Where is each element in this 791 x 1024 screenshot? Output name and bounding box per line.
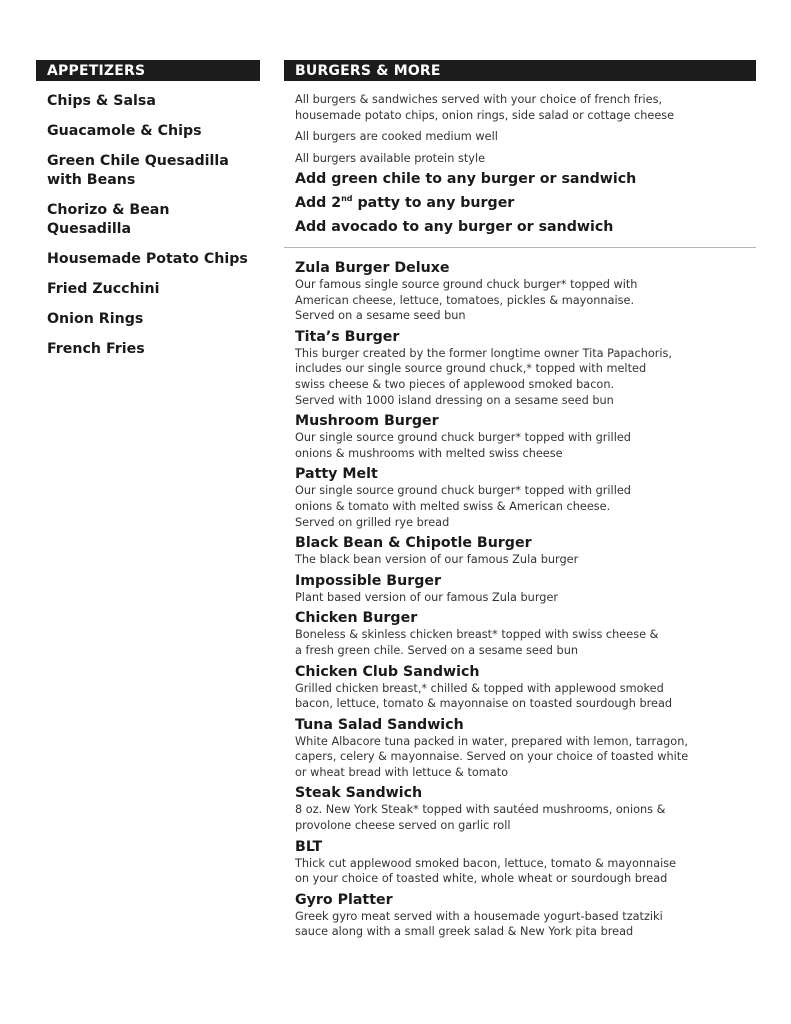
menu-item-name: Tuna Salad Sandwich [295,716,464,733]
description-line: 8 oz. New York Steak* topped with sautéed mushrooms, onions & [295,803,666,817]
appetizers-section [36,60,260,359]
menu-item [295,839,756,887]
menu-item [295,535,756,568]
menu-item-description [295,483,756,530]
menu-item-description [295,627,756,658]
menu-item-name: Tita’s Burger [295,328,400,345]
menu-item-name: Chicken Club Sandwich [295,663,480,680]
menu-item [295,466,756,530]
menu-item-name: Gyro Platter [295,891,393,908]
menu-item-description [295,277,756,324]
menu-item-name: Patty Melt [295,466,378,483]
protein-style-note: All burgers available protein style [295,151,486,165]
menu-item-description [295,802,756,833]
burgers-section [284,60,756,940]
description-line: White Albacore tuna packed in water, prepared with lemon, tarragon, [295,734,688,748]
menu-item-name: BLT [295,838,323,855]
description-line: Greek gyro meat served with a housemade yogurt-based tzatziki [295,909,663,923]
sides-note: All burgers & sandwiches served with your choice of french fries, housemade potato chips, onion rings, side salad or cottage cheese [295,93,675,122]
menu-item [295,785,756,833]
description-line: a fresh green chile. Served on a sesame seed bun [295,643,579,657]
description-line: bacon, lettuce, tomato & mayonnaise on toasted sourdough bread [295,697,673,711]
appetizer-item: Chips & Salsa [47,93,156,109]
description-line: The black bean version of our famous Zula burger [295,553,579,567]
appetizer-item: Housemade Potato Chips [47,251,248,267]
menu-item-name: Mushroom Burger [295,413,439,430]
menu-item-description [295,430,756,461]
menu-item-name: Chicken Burger [295,610,418,627]
menu-item [295,260,756,324]
description-line: Our single source ground chuck burger* topped with grilled [295,431,631,445]
description-line: Boneless & skinless chicken breast* topped with swiss cheese & [295,628,659,642]
description-line: Our famous single source ground chuck burger* topped with [295,278,638,291]
description-line: capers, celery & mayonnaise. Served on your choice of toasted white [295,750,689,764]
description-line: Plant based version of our famous Zula burger [295,590,559,604]
burgers-header: BURGERS & MORE [284,60,756,81]
appetizer-item: Fried Zucchini [47,281,160,297]
description-line: provolone cheese served on garlic roll [295,819,511,833]
menu-item [295,329,756,408]
menu-item [295,892,756,940]
description-line: This burger created by the former longtime owner Tita Papachoris, [295,346,673,360]
description-line: Thick cut applewood smoked bacon, lettuce, tomato & mayonnaise [295,856,677,870]
appetizer-item: Guacamole & Chips [47,123,202,139]
menu-item-description [295,552,756,568]
appetizer-item: Onion Rings [47,311,144,327]
description-line: onions & tomato with melted swiss & American cheese. [295,499,611,513]
doneness-note: All burgers are cooked medium well [295,130,498,143]
description-line: sauce along with a small greek salad & New York pita bread [295,925,634,939]
menu-item-name: Impossible Burger [295,572,441,589]
description-line: swiss cheese & two pieces of applewood smoked bacon. [295,377,615,391]
addon-second-patty: Add 2nd patty to any burger [295,194,515,211]
description-line: Served on a sesame seed bun [295,309,466,323]
menu-item [295,664,756,712]
burger-items-list [284,260,756,940]
description-line: or wheat bread with lettuce & tomato [295,765,509,779]
menu-item [295,717,756,781]
description-line: American cheese, lettuce, tomatoes, pickles & mayonnaise. [295,293,635,307]
menu-item [295,610,756,658]
description-line: Served on grilled rye bread [295,515,450,529]
description-line: Our single source ground chuck burger* topped with grilled [295,484,631,498]
description-line: Grilled chicken breast,* chilled & topped with applewood smoked [295,681,664,695]
menu-item-description [295,909,756,940]
appetizer-item: Green Chile Quesadilla with Beans [47,153,229,188]
menu-item-name: Zula Burger Deluxe [295,260,450,276]
menu-item-description [295,856,756,887]
menu-item [295,573,756,606]
appetizer-item: Chorizo & Bean Quesadilla [47,202,170,237]
appetizers-header: APPETIZERS [36,60,260,81]
description-line: onions & mushrooms with melted swiss cheese [295,446,563,460]
burgers-notes [284,92,756,237]
menu-item-name: Black Bean & Chipotle Burger [295,535,532,552]
menu-item-description [295,346,756,408]
menu-item [295,413,756,461]
appetizer-item: French Fries [47,341,145,357]
menu-item-description [295,681,756,712]
menu-item-description [295,590,756,606]
addon-avocado: Add avocado to any burger or sandwich [295,219,614,235]
menu-item-name: Steak Sandwich [295,785,423,802]
addon-green-chile: Add green chile to any burger or sandwich [295,171,637,187]
description-line: on your choice of toasted white, whole wheat or sourdough bread [295,872,668,886]
appetizers-list [36,92,260,359]
section-divider [284,247,756,248]
description-line: includes our single source ground chuck,* topped with melted [295,362,647,376]
description-line: Served with 1000 island dressing on a sesame seed bun [295,393,614,407]
menu-item-description [295,734,756,781]
